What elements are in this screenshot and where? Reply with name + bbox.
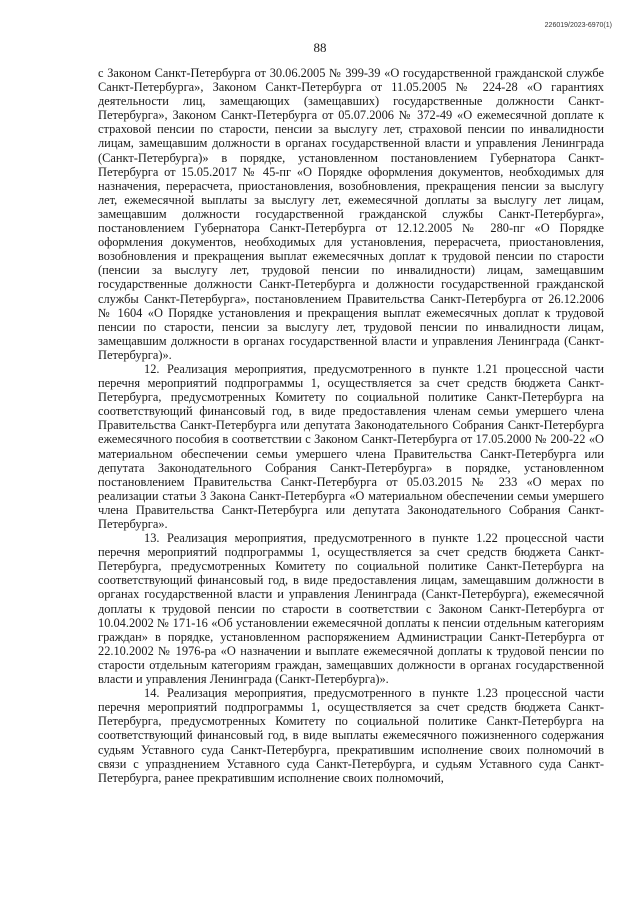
paragraph-13: 13. Реализация мероприятия, предусмотренного в пункте 1.22 процессной части перечня мероприятий подпрограммы 1, осуществляется за счет средств бюджета Санкт-Петербурга, предусмотренных Комитету по социальной политике Санкт-Петербурга на соответствующий финансовый год, в виде предоставления лицам, замещавшим должности в органах государственной власти и управления Ленинграда (Санкт-Петербурга), ежемесячной доплаты к трудовой пенсии по старости в соответствии с Законом Санкт-Петербурга от 10.04.2002 № 171-16 «Об установлении ежемесячной доплаты к пенсии отдельным категориям граждан» в порядке, установленном распоряжением Администрации Санкт-Петербурга от 22.10.2002 № 1976-ра «О назначении и выплате ежемесячной доплаты к трудовой пенсии по старости отдельным категориям граждан, замещавших должности в органах государственной власти и управления Ленинграда (Санкт-Петербурга)». [98,531,604,687]
paragraph-12: 12. Реализация мероприятия, предусмотренного в пункте 1.21 процессной части перечня мероприятий подпрограммы 1, осуществляется за счет средств бюджета Санкт-Петербурга, предусмотренных Комитету по социальной политике Санкт-Петербурга на соответствующий финансовый год, в виде предоставления членам семьи умершего члена Правительства Санкт-Петербурга или депутата Законодательного Собрания Санкт-Петербурга ежемесячного пособия в соответствии с Законом Санкт-Петербурга от 17.05.2000 № 200-22 «О материальном обеспечении семьи умершего члена Правительства Санкт-Петербурга или депутата Законодательного Собрания Санкт-Петербурга» в порядке, установленном постановлением Правительства Санкт-Петербурга от 05.03.2015 № 233 «О мерах по реализации статьи 3 Закона Санкт-Петербурга «О материальном обеспечении семьи умершего члена Правительства Санкт-Петербурга или депутата Законодательного Собрания Санкт-Петербурга». [98,361,604,531]
page-number: 88 [313,40,327,55]
paragraph-continuation: с Законом Санкт-Петербурга от 30.06.2005 № 399-39 «О государственной гражданской службе Санкт-Петербурга», Законом Санкт-Петербурга от 11.05.2005 № 224-28 «О гарантиях деятельности лиц, замещающих (замещавших) государственные должности Санкт-Петербурга», Законом Санкт-Петербурга от 05.07.2006 № 372-49 «О ежемесячной доплате к страховой пенсии по старости, пенсии за выслугу лет, страховой пенсии по инвалидности лицам, замещавшим должности в органах государственной власти и управления Ленинграда (Санкт-Петербурга)» в порядке, установленном постановлением Губернатора Санкт-Петербурга от 15.05.2017 № 45-пг «О Порядке оформления документов, необходимых для назначения, перерасчета, приостановления, возобновления, прекращения пенсии за выслугу лет, ежемесячной выплаты за выслугу лет, ежемесячной доплаты за выслугу лет лицам, замещавшим должности государственной гражданской службы Санкт-Петербурга», постановлением Губернатора Санкт-Петербурга от 12.12.2005 № 280-пг «О Порядке оформления документов, необходимых для установления, перерасчета, приостановления, возобновления и прекращения выплат ежемесячных доплат к трудовой пенсии по старости (пенсии за выслугу лет, трудовой пенсии по инвалидности) лицам, замещавшим государственные должности Санкт-Петербурга и должности государственной гражданской службы Санкт-Петербурга», постановлением Правительства Санкт-Петербурга от 26.12.2006 № 1604 «О Порядке установления и прекращения выплат ежемесячных доплат к трудовой пенсии по старости, пенсии за выслугу лет, трудовой пенсии по инвалидности лицам, замещавшим должности в органах государственной власти и управления Ленинграда (Санкт-Петербурга)». [98,66,604,362]
paragraph-14: 14. Реализация мероприятия, предусмотренного в пункте 1.23 процессной части перечня мероприятий подпрограммы 1, осуществляется за счет средств бюджета Санкт-Петербурга, предусмотренных Комитету по социальной политике Санкт-Петербурга на соответствующий финансовый год, в виде выплаты ежемесячного пожизненного содержания судьям Уставного суда Санкт-Петербурга, прекратившим исполнение своих полномочий в связи с упразднением Уставного суда Санкт-Петербурга, и судьям Уставного суда Санкт-Петербурга, ранее прекратившим исполнение своих полномочий, [98,686,604,785]
document-id: 226019/2023-6970(1) [544,22,612,29]
document-body [98,66,604,785]
